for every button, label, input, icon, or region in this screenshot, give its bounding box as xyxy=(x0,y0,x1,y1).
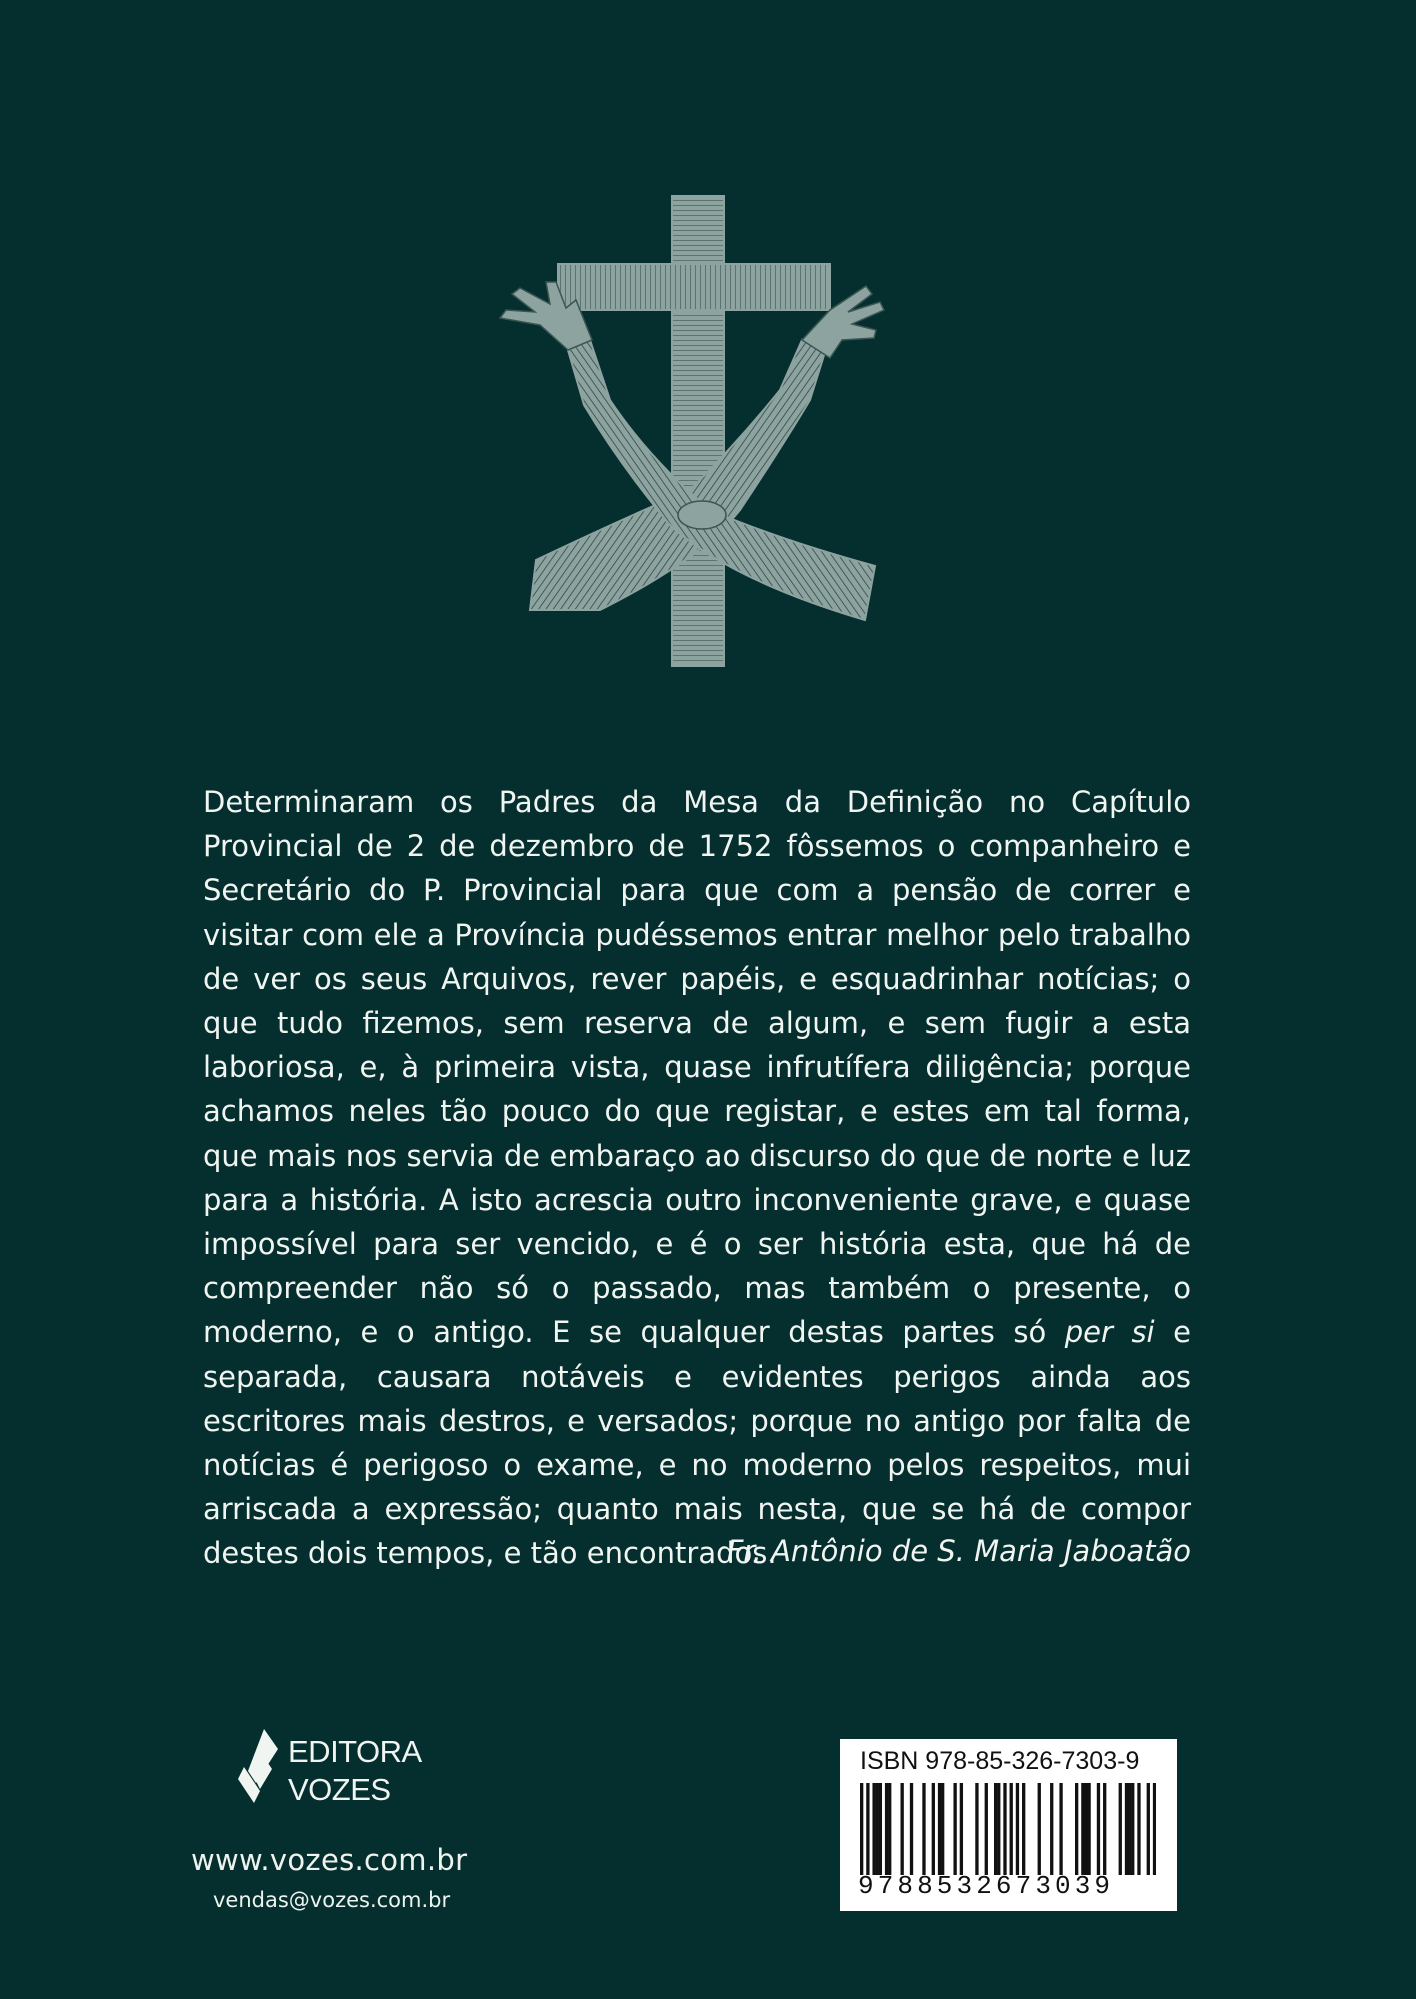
barcode-bar xyxy=(1119,1783,1122,1875)
barcode-bar xyxy=(994,1783,997,1875)
barcode-bar xyxy=(1153,1783,1156,1875)
barcode-bar xyxy=(872,1783,875,1875)
barcode-bar xyxy=(975,1783,978,1875)
barcode-bar xyxy=(885,1783,888,1875)
barcode-bar xyxy=(1087,1783,1090,1875)
barcode-bar xyxy=(876,1783,879,1875)
barcode-bar xyxy=(932,1783,935,1875)
barcode-bar xyxy=(1097,1783,1100,1875)
barcode-bar xyxy=(953,1783,956,1875)
barcode-bar xyxy=(1147,1783,1150,1875)
vozes-logo-icon xyxy=(234,1727,284,1809)
crossed-arms-cross-emblem-icon xyxy=(480,190,920,670)
author-signature: Fr. Antônio de S. Maria Jaboatão xyxy=(726,1534,1191,1568)
barcode-bar xyxy=(1003,1783,1006,1875)
barcode-bar xyxy=(922,1783,925,1875)
quotation-italic-term: per si xyxy=(1064,1315,1155,1350)
barcode-bar xyxy=(1131,1783,1134,1875)
barcode-bar xyxy=(910,1783,913,1875)
barcode-bar xyxy=(1010,1783,1013,1875)
barcode-bar xyxy=(879,1783,882,1875)
barcode-bar xyxy=(1081,1783,1084,1875)
isbn-barcode xyxy=(840,1739,1177,1911)
barcode-bar xyxy=(1103,1783,1106,1875)
barcode-bar xyxy=(1022,1783,1025,1875)
barcode-bar xyxy=(1075,1783,1078,1875)
barcode-bar xyxy=(1038,1783,1041,1875)
quotation-part-1: Determinaram os Padres da Mesa da Definição no Capítulo Provincial de 2 de dezembro de 1752 fôssemos o companheiro e Secretário do P. Provincial para que com a pensão de correr e visitar com ele a Província pudéssemos entrar melhor pelo trabalho de ver os seus Arquivos, rever papéis, e esquadrinhar notícias; o que tudo fizemos, sem reserva de algum, e sem fugir a esta laboriosa, e, à primeira vista, quase infrutífera diligência; porque achamos neles tão pouco do que registar, e estes em tal forma, que mais nos servia de embaraço ao discurso do que de norte e luz para a história. A isto acrescia outro inconveniente grave, e quase impossível para ser vencido, e é o ser história esta, que há de compreender não só o passado, mas também o presente, o moderno, e o antigo. E se qualquer destas partes só xyxy=(203,785,1191,1350)
barcode-bar xyxy=(1137,1783,1140,1875)
barcode-bars xyxy=(860,1783,1156,1875)
barcode-bar xyxy=(985,1783,988,1875)
quotation-part-2: e separada, causara notáveis e evidentes perigos ainda aos escritores mais destros, e versados; porque no antigo por falta de notícias é perigoso o exame, e no moderno pelos respeitos, mui arriscada a expressão; quanto mais nesta, que se há de compor destes dois tempos, e tão encontrados. xyxy=(203,1315,1192,1571)
barcode-bar xyxy=(1125,1783,1128,1875)
barcode-bar xyxy=(941,1783,944,1875)
isbn-label: ISBN 978-85-326-7303-9 xyxy=(860,1747,1140,1775)
barcode-digits: 9788532673039 xyxy=(858,1871,1115,1901)
barcode-bar xyxy=(866,1783,869,1875)
publisher-email: vendas@vozes.com.br xyxy=(213,1888,451,1912)
barcode-bar xyxy=(1050,1783,1053,1875)
barcode-bar xyxy=(901,1783,904,1875)
quotation-text xyxy=(203,780,1191,1576)
barcode-bar xyxy=(1084,1783,1087,1875)
publisher-website: www.vozes.com.br xyxy=(191,1843,468,1877)
publisher-name-line1: EDITORA xyxy=(288,1734,422,1769)
barcode-bar xyxy=(888,1783,891,1875)
barcode-bar xyxy=(1059,1783,1062,1875)
publisher-logo xyxy=(234,1727,434,1817)
cross-emblem xyxy=(480,190,920,670)
publisher-name-line2: VOZES xyxy=(288,1772,391,1807)
barcode-bar xyxy=(1128,1783,1131,1875)
barcode-bar xyxy=(938,1783,941,1875)
barcode-bar xyxy=(997,1783,1000,1875)
publisher-name xyxy=(288,1733,422,1809)
barcode-bar xyxy=(860,1783,863,1875)
barcode-bar xyxy=(960,1783,963,1875)
barcode-bar xyxy=(1016,1783,1019,1875)
